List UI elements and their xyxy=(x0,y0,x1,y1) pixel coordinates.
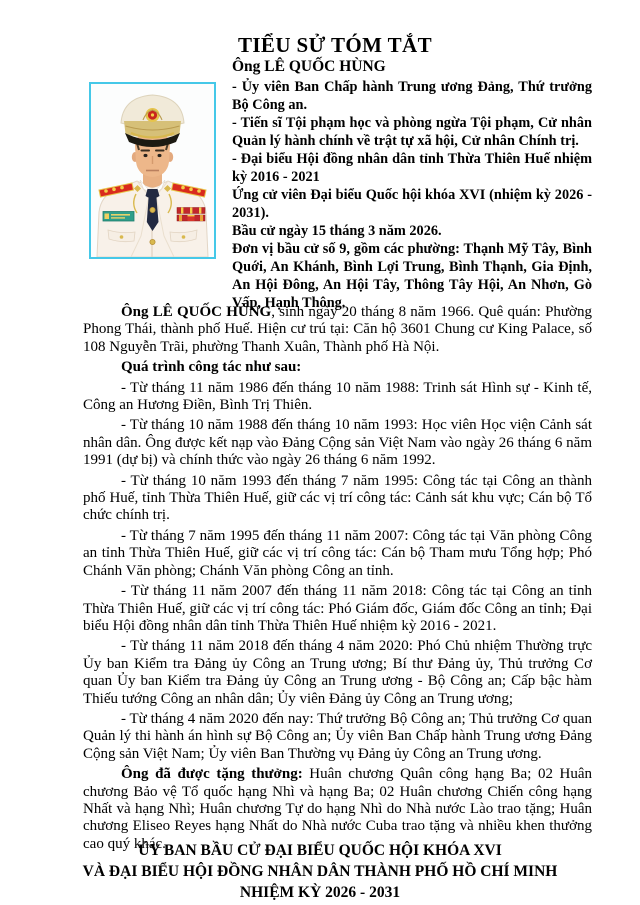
bio-text: , sinh ngày 20 tháng 8 năm 1966. Quê quán: Phường Phong Thái, thành phố Huế. Hiện cư trú tại: Căn hộ 3601 Chung cư King Palace, số 108 Nguyễn Trãi, phường Thanh Xuân, Thành phố Hà Nội. xyxy=(83,304,592,355)
gold-button xyxy=(150,207,155,212)
intro-column xyxy=(232,57,592,312)
document-title: TIỂU SỬ TÓM TẮT xyxy=(237,33,433,57)
career-item-1988-1993: - Từ tháng 10 năm 1988 đến tháng 10 năm 1993: Học viên Học viện Cảnh sát nhân dân. Ông được kết nạp vào Đảng Cộng sản Việt Nam vào ngày 26 tháng 6 năm 1991 (dự bị) và chính thức vào ngày 26 tháng 6 năm 1992. xyxy=(83,417,592,469)
career-heading: Quá trình công tác như sau: xyxy=(121,359,302,376)
career-item-2007-2018: - Từ tháng 11 năm 2007 đến tháng 11 năm 2018: Công tác tại Công an tỉnh Thừa Thiên Huế, giữ các vị trí công tác: Phó Giám đốc, Giám đốc Công an tỉnh; Đại biểu Hội đồng nhân dân tỉnh Thừa Thiên Huế nhiệm kỳ 2016 - 2021. xyxy=(83,583,592,634)
footer-line-term: NHIỆM KỲ 2026 - 2031 xyxy=(239,884,401,901)
career-item-1993-1995: - Từ tháng 10 năm 1993 đến tháng 7 năm 1995: Công tác tại Công an thành phố Huế, tỉnh Thừa Thiên Huế, giữ các vị trí công tác: Cảnh sát khu vực; Cán bộ Tổ chức chính trị. xyxy=(83,472,592,524)
bio-name-bold: Ông LÊ QUỐC HÙNG xyxy=(121,304,272,320)
intro-item-candidacy: Ứng cử viên Đại biểu Quốc hội khóa XVI (nhiệm kỳ 2026 - 2031). xyxy=(232,187,592,221)
career-item-1986-1988: - Từ tháng 11 năm 1986 đến tháng 10 năm 1988: Trinh sát Hình sự - Kinh tế, Công an Hương Điền, Bình Trị Thiên. xyxy=(83,379,592,414)
name-tag xyxy=(103,212,134,222)
footer-line-council: VÀ ĐẠI BIỂU HỘI ĐỒNG NHÂN DÂN THÀNH PHỐ HỒ CHÍ MINH xyxy=(82,863,558,880)
intro-item-positions: - Ủy viên Ban Chấp hành Trung ương Đảng, Thứ trưởng Bộ Công an. xyxy=(232,79,592,113)
bio-paragraph xyxy=(83,304,592,356)
intro-item-education: - Tiến sĩ Tội phạm học và phòng ngừa Tội phạm, Cử nhân Quản lý hành chính về trật tự xã hội, Cử nhân Chính trị. xyxy=(232,115,592,149)
candidate-name-heading: Ông LÊ QUỐC HÙNG xyxy=(232,58,386,75)
election-committee-footer xyxy=(0,840,640,903)
portrait-illustration xyxy=(91,84,214,257)
intro-item-constituency: Đơn vị bầu cử số 9, gồm các phường: Thạnh Mỹ Tây, Bình Quới, An Khánh, Bình Lợi Trung, Bình Thạnh, Gia Định, An Hội Đông, An Hội Tây, Thông Tây Hội, An Nhơn, Gò Vấp, Hạnh Thông. xyxy=(232,241,592,311)
intro-item-election-date: Bầu cử ngày 15 tháng 3 năm 2026. xyxy=(232,223,442,239)
footer-line-committee: ỦY BAN BẦU CỬ ĐẠI BIỂU QUỐC HỘI KHÓA XVI xyxy=(138,842,502,859)
biography-body xyxy=(83,304,592,853)
awards-text: Huân chương Quân công hạng Ba; 02 Huân chương Bảo vệ Tổ quốc hạng Nhì và hạng Ba; 02 Huân chương Chiến công hạng Nhất và hạng Nhì; Huân chương Tự do hạng Nhì do Nhà nước Lào trao tặng; Huân chương Eliseo Reyes hạng Nhất do Nhà nước Cuba trao tặng và nhiều khen thưởng cao quý khác. xyxy=(83,766,592,852)
career-item-1995-2007: - Từ tháng 7 năm 1995 đến tháng 11 năm 2007: Công tác tại Văn phòng Công an tỉnh Thừa Thiên Huế, giữ các vị trí công tác: Cán bộ Tham mưu Tổng hợp; Phó Chánh Văn phòng; Chánh Văn phòng Công an tỉnh. xyxy=(83,527,592,579)
gold-button xyxy=(150,239,155,244)
career-item-2020-now: - Từ tháng 4 năm 2020 đến nay: Thứ trưởng Bộ Công an; Thủ trưởng Cơ quan Quản lý thi hành án hình sự Bộ Công an; Ủy viên Ban Chấp hành Trung ương Đảng Cộng sản Việt Nam; Ủy viên Ban Thường vụ Đảng ủy Công an Trung ương. xyxy=(83,710,592,762)
candidate-photo xyxy=(89,82,216,259)
awards-lead-bold: Ông đã được tặng thưởng: xyxy=(121,766,303,783)
intro-item-council-membership: - Đại biểu Hội đồng nhân dân tỉnh Thừa Thiên Huế nhiệm kỳ 2016 - 2021 xyxy=(232,151,592,185)
career-item-2018-2020: - Từ tháng 11 năm 2018 đến tháng 4 năm 2020: Phó Chủ nhiệm Thường trực Ủy ban Kiểm tra Đảng ủy Công an Trung ương; Bí thư Đảng ủy, Thủ trưởng Cơ quan Ủy ban Kiểm tra Đảng ủy Công an Trung ương - Bộ Công an; Cấp bậc hàm Thiếu tướng Công an nhân dân; Ủy viên Đảng ủy Công an Trung ương; xyxy=(83,638,592,707)
